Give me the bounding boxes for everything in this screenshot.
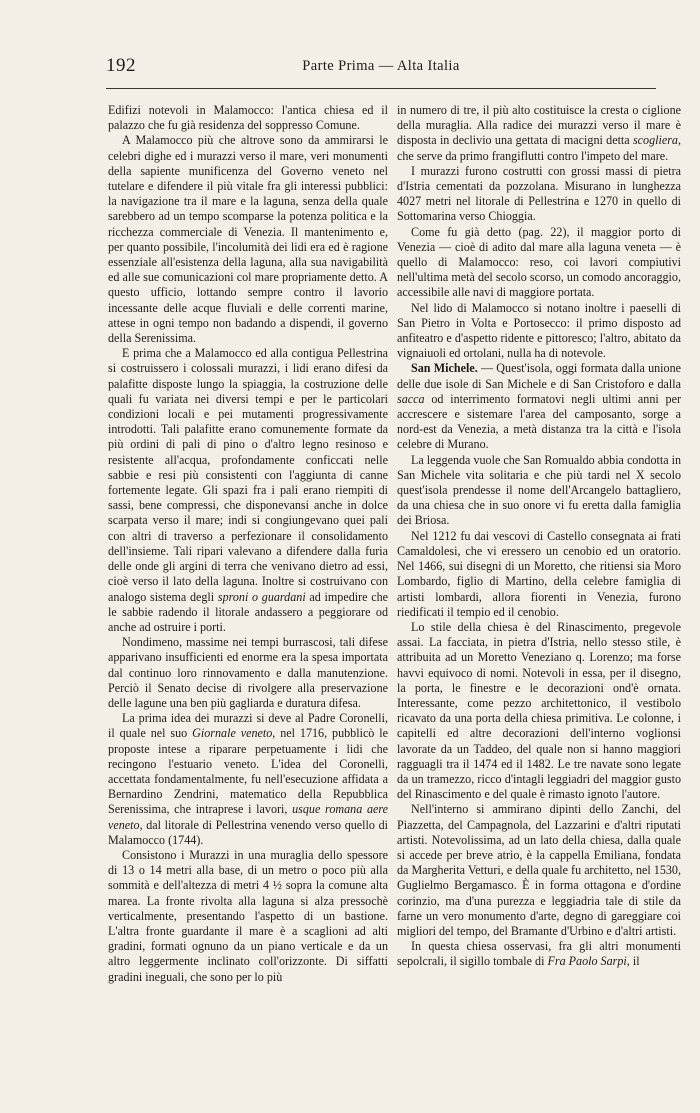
text-span: La prima idea dei murazzi si deve al Padre Coronelli, il quale nel suo (108, 711, 388, 741)
paragraph (397, 361, 681, 452)
italic-term: scogliera (632, 133, 678, 148)
paragraph (108, 346, 388, 635)
text-span: , dal litorale di Pellestrina venendo verso quello di Malamocco (1744). (108, 817, 388, 847)
text-span: ad impedire che le sabbie radendo il litorale andassero a peggiorare od anche ad ostruire i porti. (108, 589, 388, 634)
text-span: In questa chiesa osservasi, fra gli altri monumenti sepolcrali, il sigillo tombale di (397, 939, 681, 969)
running-title: Parte Prima — Alta Italia (302, 58, 460, 74)
paragraph (397, 939, 681, 969)
page-number: 192 (106, 55, 136, 76)
paragraph: Edifizi notevoli in Malamocco: l'antica chiesa ed il palazzo che fu già residenza del soppresso Comune. (108, 103, 388, 133)
paragraph: A Malamocco più che altrove sono da ammirarsi le celebri dighe ed i murazzi verso il mare, veri monumenti della sapiente munificenza del Governo veneto nel tutelare e difendere il più vitale fra gli interessi pubblici: la navigazione tra il mare e la laguna, senza della quale sarebbero ad un tempo scomparse la potenza politica e la ricchezza commerciale di Venezia. Il mantenimento e, per quanto possibile, l'incolumità dei lidi era ed è ragione essenziale all'esistenza della laguna, alla sua navigabilità ed alle sue comunicazioni col mare propriamente detto. A questo ufficio, lottando sempre contro il lavorio incessante delle acque fluviali e delle correnti marine, attese in ogni tempo non badando a dispendi, il governo della Serenissima. (108, 133, 388, 346)
italic-term: sproni o guardani (217, 589, 306, 604)
paragraph: Lo stile della chiesa è del Rinascimento, pregevole assai. La facciata, in pietra d'Istria, nello stesso stile, è attribuita ad un Moretto Veneziano q. Lorenzo; ma forse havvi equivoco di nomi. Notevoli in essa, per il disegno, la porta, le finestre e le decorazioni ond'è ornata. Interessante, come pezzo architettonico, il vestibolo ricavato da una porta della chiesa primitiva. Le colonne, i capitelli ed altre decorazioni dell'interno voglionsi lavorate da un Taddeo, del quale non si hanno maggiori ragguagli tra il 1474 ed il 1482. Le tre navate sono legate da un tramezzo, ricco d'intagli leggiadri del maggior gusto del Rinascimento e del quale è rimasto ignoto l'autore. (397, 619, 681, 802)
right-column (397, 103, 681, 1103)
section-heading: San Michele. (411, 361, 478, 376)
page-header (106, 55, 656, 83)
text-span: E prima che a Malamocco ed alla contigua Pellestrina si costruissero i colossali murazzi, i lidi erano difesi da palafitte disposte lungo la spiaggia, la costruzione delle quali fu variata nei diversi tempi e per le particolari condizioni locali e pei mutamenti progressivamente introdotti. Tali palafitte erano comunemente formate da più ordini di pali di pino o d'altro legno resinoso e resistente all'acqua, profondamente conficcati nelle sabbie e resi più consistenti con l'aggiunta di canne fortemente legate. Gli spazi fra i pali erano riempiti di sassi, bene compressi, che disponevansi anche in dolce scarpata verso il mare; indi si congiungevano quei pali con altri di traverso a perfezionare il consolidamento dell'insieme. Tali ripari valevano a difendere dalla furia delle onde gli argini di terra che venivano dietro ad essi, cioè verso il lato della laguna. Inoltre si costruivano con analogo sistema degli (108, 346, 388, 604)
paragraph: Nell'interno si ammirano dipinti dello Zanchi, del Piazzetta, del Campagnola, del Lazzarini e d'altri riputati artisti. Notevolissima, ad un lato della chiesa, dalla quale si accede per breve atrio, è la cappella Emiliana, fondata da Margherita Vetturi, e della quale fu architetto, nel 1530, Guglielmo Bergamasco. È in forma ottagona e d'ordine corinzio, ma d'una purezza e leggiadria tale di stile da farne un vero monumento d'arte, degno di gareggiare coi migliori del tempo, del Bramante d'Urbino e d'altri artisti. (397, 802, 681, 938)
text-span: , nel 1716, pubblicò le proposte intese a riparare perpetuamente i lidi che recingono l'estuario veneto. L'idea del Coronelli, accettata fondamentalmente, fu nell'esecuzione affidata a Bernardino Zendrini, matematico della Repubblica Serenissima, che intraprese i lavori, (108, 726, 388, 817)
paragraph: Consistono i Murazzi in una muraglia dello spessore di 13 o 14 metri alla base, di un metro o poco più alla sommità e dell'altezza di metri 4 ½ sopra la comune alta marea. La fronte rivolta alla laguna si alza pressochè verticalmente, presentando l'aspetto di un bastione. L'altra fronte guardante il mare è a scaglioni ad alti gradini, formati ognuno da un piano verticale e da un altro leggermente inclinato coll'orizzonte. Di siffatti gradini ineguali, che sono per lo più (108, 847, 388, 984)
italic-term: usque romana aere veneto (108, 802, 388, 832)
text-span: od interrimento formatovi negli ultimi anni per accrescere e sistemare l'area del camposanto, sorge a nord-est da Venezia, a metà distanza tra la città e l'isola celebre di Murano. (397, 391, 681, 452)
italic-name: Fra Paolo Sarpi (547, 954, 627, 969)
paragraph: I murazzi furono costrutti con grossi massi di pietra d'Istria cementati da pozzolana. Misurano in lunghezza 4027 metri nel litorale di Pellestrina e 1270 in quello di Sottomarina verso Chioggia. (397, 163, 681, 224)
italic-title: Giornale veneto (192, 726, 273, 741)
paragraph (397, 103, 681, 164)
italic-term: sacca (397, 391, 425, 406)
text-span: , il (626, 954, 640, 969)
text-span: — Quest'isola, oggi formata dalla unione delle due isole di San Michele e di San Cristoforo e dalla (397, 361, 681, 391)
paragraph: Nel lido di Malamocco si notano inoltre i paeselli di San Pietro in Volta e Portosecco: il primo disposto ad anfiteatro e d'aspetto ridente e pittoresco; l'altro, abitato da vignaiuoli ed ortolani, nulla ha di notevole. (397, 300, 681, 361)
paragraph: La leggenda vuole che San Romualdo abbia condotta in San Michele vita solitaria e che più tardi nel X secolo quest'isola prendesse il nome dell'Arcangelo battagliero, da una chiesa che in suo onore vi fu eretta dalla famiglia dei Briosa. (397, 452, 681, 528)
header-rule (106, 88, 656, 89)
left-column (108, 103, 388, 1103)
paragraph: Come fu già detto (pag. 22), il maggior porto di Venezia — cioè di adito dal mare alla laguna veneta — è quello di Malamocco: reso, coi lavori compiutivi nell'ultima metà del secolo scorso, un comodo ancoraggio, accessibile alle navi di maggiore portata. (397, 224, 681, 300)
paragraph: Nel 1212 fu dai vescovi di Castello consegnata ai frati Camaldolesi, che vi eressero un cenobio ed un oratorio. Nel 1466, sui disegni di un Moretto, che ritiensi sia Moro Lombardo, figlio di Martino, della celebre famiglia di artisti lombardi, allora fiorenti in Venezia, furono riedificati il tempio ed il cenobio. (397, 528, 681, 619)
paragraph: Nondimeno, massime nei tempi burrascosi, tali difese apparivano insufficienti ed enorme era la spesa importata dal continuo loro rinnovamento e dalla manutenzione. Perciò il Senato decise di rivolgere alla preservazione delle lagune una ben più gagliarda e duratura difesa. (108, 635, 388, 710)
paragraph (108, 711, 388, 848)
text-span: , che serve da primo frangiflutti contro l'impeto del mare. (397, 133, 681, 163)
text-span: in numero di tre, il più alto costituisce la cresta o ciglione della muraglia. Alla radice dei murazzi verso il mare è disposta in declivio una gettata di macigni detta (397, 103, 681, 148)
